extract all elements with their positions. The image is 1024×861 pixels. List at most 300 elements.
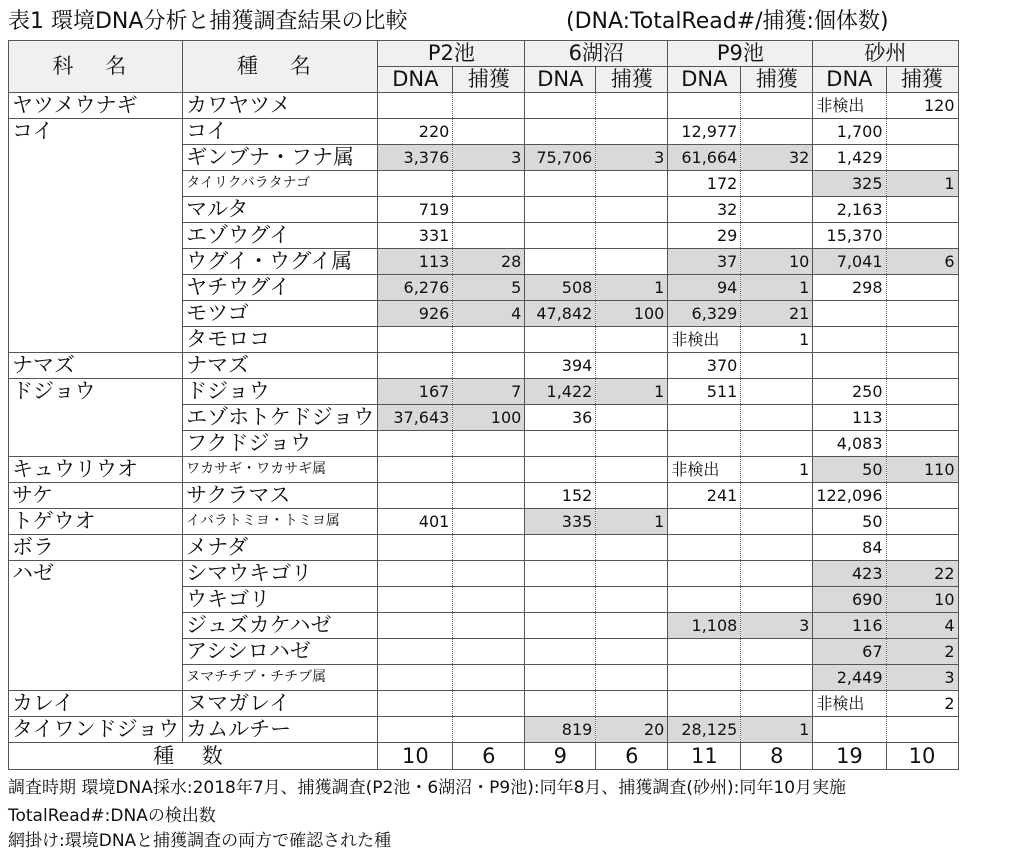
dna-read-cell [525,171,596,197]
header-site-p9: P9池 [668,41,813,67]
dna-read-cell [668,509,741,535]
dna-read-cell: 6,329 [668,301,741,327]
dna-read-cell: 220 [378,119,453,145]
capture-count-cell [741,691,813,717]
dna-read-cell [378,665,453,691]
capture-count-cell: 120 [886,93,958,119]
capture-count-cell [741,379,813,405]
capture-count-cell: 1 [596,275,668,301]
header-dna: DNA [378,67,453,93]
dna-read-cell [813,717,886,743]
dna-read-cell: 335 [525,509,596,535]
capture-count-cell [886,535,958,561]
capture-count-cell [741,171,813,197]
capture-count-cell [596,457,668,483]
capture-count-cell: 1 [741,717,813,743]
header-site-6lakes: 6湖沼 [525,41,668,67]
capture-count-cell [453,353,525,379]
table-row [9,639,959,665]
dna-read-cell: 298 [813,275,886,301]
capture-count-cell [596,119,668,145]
table-title [8,4,1018,40]
capture-count-cell [453,691,525,717]
capture-count-cell [741,587,813,613]
capture-count-cell: 3 [886,665,958,691]
species-cell: メナダ [183,535,378,561]
species-count-cell: 19 [813,743,886,770]
capture-count-cell [453,717,525,743]
dna-read-cell [378,535,453,561]
family-cell [9,405,183,431]
comparison-table [8,40,959,770]
family-cell [9,171,183,197]
species-cell: タモロコ [183,327,378,353]
dna-read-cell [378,483,453,509]
dna-read-cell: 32 [668,197,741,223]
table-row [9,379,959,405]
table-row [9,483,959,509]
capture-count-cell [741,535,813,561]
dna-read-cell: 2,163 [813,197,886,223]
dna-read-cell: 394 [525,353,596,379]
table-row [9,431,959,457]
dna-read-cell: 122,096 [813,483,886,509]
dna-read-cell [378,431,453,457]
dna-read-cell [668,561,741,587]
header-dna: DNA [525,67,596,93]
species-cell: イバラトミヨ・トミヨ属 [183,509,378,535]
species-cell: カワヤツメ [183,93,378,119]
table-row [9,587,959,613]
family-cell: タイワンドジョウ [9,717,183,743]
dna-read-cell [378,457,453,483]
capture-count-cell: 4 [453,301,525,327]
capture-count-cell: 2 [886,639,958,665]
capture-count-cell [886,405,958,431]
header-capture: 捕獲 [453,67,525,93]
dna-read-cell [668,587,741,613]
capture-count-cell: 1 [886,171,958,197]
dna-read-cell: 3,376 [378,145,453,171]
species-cell: マルタ [183,197,378,223]
capture-count-cell: 4 [886,613,958,639]
footnote-shading: 網掛け:環境DNAと捕獲調査の両方で確認された種 [8,831,392,851]
family-cell [9,431,183,457]
capture-count-cell [741,353,813,379]
capture-count-cell [453,535,525,561]
species-count-cell: 6 [596,743,668,770]
dna-read-cell: 37 [668,249,741,275]
capture-count-cell: 22 [886,561,958,587]
table-row [9,509,959,535]
capture-count-cell [453,483,525,509]
species-count-cell: 9 [525,743,596,770]
dna-read-cell: 28,125 [668,717,741,743]
capture-count-cell [453,613,525,639]
table-row [9,691,959,717]
dna-read-cell: 2,449 [813,665,886,691]
capture-count-cell [453,223,525,249]
capture-count-cell [741,119,813,145]
table-row [9,223,959,249]
family-cell: キュウリウオ [9,457,183,483]
dna-read-cell: 325 [813,171,886,197]
capture-count-cell [596,249,668,275]
dna-read-cell [525,639,596,665]
dna-read-cell: 7,041 [813,249,886,275]
species-cell: カムルチー [183,717,378,743]
dna-read-cell [813,327,886,353]
dna-read-cell: 1,108 [668,613,741,639]
capture-count-cell: 10 [886,587,958,613]
capture-count-cell [453,93,525,119]
dna-read-cell: 4,083 [813,431,886,457]
dna-read-cell [525,613,596,639]
family-cell: カレイ [9,691,183,717]
family-cell [9,249,183,275]
dna-read-cell: 423 [813,561,886,587]
table-row [9,275,959,301]
dna-read-cell: 241 [668,483,741,509]
table-row [9,613,959,639]
table-row [9,119,959,145]
dna-read-cell [525,535,596,561]
species-cell: ウグイ・ウグイ属 [183,249,378,275]
header-family: 科 名 [9,41,183,93]
capture-count-cell [596,405,668,431]
dna-read-cell: 250 [813,379,886,405]
dna-read-cell [525,119,596,145]
capture-count-cell: 2 [886,691,958,717]
capture-count-cell: 28 [453,249,525,275]
dna-read-cell: 152 [525,483,596,509]
capture-count-cell: 32 [741,145,813,171]
capture-count-cell: 1 [741,457,813,483]
capture-count-cell [453,639,525,665]
capture-count-cell [596,171,668,197]
dna-read-cell: 94 [668,275,741,301]
capture-count-cell [596,561,668,587]
capture-count-cell [596,665,668,691]
capture-count-cell [596,353,668,379]
table-row [9,171,959,197]
capture-count-cell: 3 [741,613,813,639]
dna-read-cell: 401 [378,509,453,535]
capture-count-cell [741,223,813,249]
table-row [9,93,959,119]
table-row [9,353,959,379]
species-cell: エゾウグイ [183,223,378,249]
capture-count-cell [596,197,668,223]
family-cell [9,613,183,639]
species-count-cell: 10 [886,743,958,770]
capture-count-cell: 5 [453,275,525,301]
capture-count-cell [886,275,958,301]
dna-read-cell [668,691,741,717]
species-cell: ヤチウグイ [183,275,378,301]
species-cell: フクドジョウ [183,431,378,457]
table-row [9,665,959,691]
capture-count-cell [596,639,668,665]
species-cell: モツゴ [183,301,378,327]
species-count-cell: 8 [741,743,813,770]
table-row [9,535,959,561]
capture-count-cell: 3 [453,145,525,171]
dna-read-cell: 1,422 [525,379,596,405]
species-count-cell: 6 [453,743,525,770]
dna-read-cell: 61,664 [668,145,741,171]
table-row [9,561,959,587]
header-capture: 捕獲 [886,67,958,93]
capture-count-cell [741,639,813,665]
dna-read-cell [525,93,596,119]
species-count-label: 種 数 [9,743,378,770]
table-row [9,327,959,353]
capture-count-cell [886,223,958,249]
dna-read-cell: 508 [525,275,596,301]
species-count-cell: 11 [668,743,741,770]
species-cell: シマウキゴリ [183,561,378,587]
header-dna: DNA [813,67,886,93]
header-capture: 捕獲 [596,67,668,93]
dna-read-cell [525,223,596,249]
dna-read-cell: 75,706 [525,145,596,171]
capture-count-cell [453,561,525,587]
capture-count-cell [596,431,668,457]
capture-count-cell: 110 [886,457,958,483]
capture-count-cell [886,431,958,457]
capture-count-cell [886,327,958,353]
capture-count-cell: 6 [886,249,958,275]
dna-read-cell: 36 [525,405,596,431]
capture-count-cell: 100 [453,405,525,431]
dna-read-cell: 511 [668,379,741,405]
capture-count-cell [886,353,958,379]
dna-read-cell [378,639,453,665]
capture-count-cell [886,509,958,535]
footnote-period: 調査時期 環境DNA採水:2018年7月、捕獲調査(P2池・6湖沼・P9池):同年8月、捕獲調査(砂州):同年10月実施 [8,778,847,798]
capture-count-cell [596,483,668,509]
species-cell: ウキゴリ [183,587,378,613]
species-cell: タイリクバラタナゴ [183,171,378,197]
species-cell: ナマズ [183,353,378,379]
species-cell: エゾホトケドジョウ [183,405,378,431]
dna-read-cell: 47,842 [525,301,596,327]
dna-read-cell [378,587,453,613]
family-cell [9,665,183,691]
dna-read-cell [378,561,453,587]
capture-count-cell [596,223,668,249]
dna-read-cell [525,431,596,457]
dna-read-cell: 331 [378,223,453,249]
species-cell: ヌマチチブ・チチブ属 [183,665,378,691]
family-cell: コイ [9,119,183,145]
table-row [9,249,959,275]
capture-count-cell [886,197,958,223]
species-cell: ワカサギ・ワカサギ属 [183,457,378,483]
dna-read-cell [378,353,453,379]
table-title-unit-note: (DNA:TotalRead#/捕獲:個体数) [566,9,889,34]
capture-count-cell [453,587,525,613]
table-row [9,197,959,223]
family-cell: ドジョウ [9,379,183,405]
capture-count-cell [596,93,668,119]
dna-read-cell [668,431,741,457]
capture-count-cell: 7 [453,379,525,405]
capture-count-cell [453,197,525,223]
capture-count-cell: 1 [596,379,668,405]
dna-read-cell: 84 [813,535,886,561]
dna-read-cell [525,197,596,223]
table-row [9,457,959,483]
dna-read-cell: 819 [525,717,596,743]
capture-count-cell [741,93,813,119]
footnote-totalread: TotalRead#:DNAの検出数 [8,806,216,826]
family-cell: ボラ [9,535,183,561]
capture-count-cell [886,483,958,509]
dna-read-cell [668,639,741,665]
dna-read-cell: 29 [668,223,741,249]
capture-count-cell [886,301,958,327]
table-row [9,405,959,431]
capture-count-cell [741,665,813,691]
dna-read-cell: 非検出 [813,93,886,119]
capture-count-cell: 1 [741,327,813,353]
family-cell [9,639,183,665]
dna-read-cell [668,93,741,119]
dna-read-cell: 113 [378,249,453,275]
capture-count-cell [453,431,525,457]
capture-count-cell [741,483,813,509]
capture-count-cell [596,691,668,717]
header-site-sandbar: 砂州 [813,41,958,67]
family-cell: トゲウオ [9,509,183,535]
dna-read-cell: 1,429 [813,145,886,171]
dna-read-cell [378,691,453,717]
dna-read-cell: 719 [378,197,453,223]
dna-read-cell: 690 [813,587,886,613]
dna-read-cell: 非検出 [813,691,886,717]
capture-count-cell [453,509,525,535]
capture-count-cell [741,431,813,457]
capture-count-cell: 3 [596,145,668,171]
species-cell: ジュズカケハゼ [183,613,378,639]
capture-count-cell [741,509,813,535]
dna-read-cell: 116 [813,613,886,639]
species-cell: コイ [183,119,378,145]
species-cell: アシシロハゼ [183,639,378,665]
family-cell: サケ [9,483,183,509]
table-row [9,301,959,327]
species-cell: サクラマス [183,483,378,509]
dna-read-cell [525,691,596,717]
dna-read-cell [525,249,596,275]
dna-read-cell [378,171,453,197]
dna-read-cell: 50 [813,509,886,535]
family-cell [9,587,183,613]
dna-read-cell [668,665,741,691]
family-cell: ハゼ [9,561,183,587]
capture-count-cell [886,379,958,405]
dna-read-cell: 非検出 [668,457,741,483]
family-cell [9,327,183,353]
capture-count-cell [453,327,525,353]
capture-count-cell: 10 [741,249,813,275]
dna-read-cell: 37,643 [378,405,453,431]
capture-count-cell [453,171,525,197]
capture-count-cell [741,197,813,223]
dna-read-cell: 67 [813,639,886,665]
capture-count-cell [453,119,525,145]
capture-count-cell [453,457,525,483]
table-row [9,717,959,743]
species-cell: ヌマガレイ [183,691,378,717]
dna-read-cell [813,301,886,327]
species-cell: ドジョウ [183,379,378,405]
dna-read-cell [525,561,596,587]
species-count-cell: 10 [378,743,453,770]
dna-read-cell: 113 [813,405,886,431]
dna-read-cell: 6,276 [378,275,453,301]
dna-read-cell [668,405,741,431]
family-cell: ナマズ [9,353,183,379]
dna-read-cell [525,327,596,353]
dna-read-cell [813,353,886,379]
dna-read-cell: 172 [668,171,741,197]
capture-count-cell [596,587,668,613]
capture-count-cell [886,119,958,145]
table-row [9,145,959,171]
capture-count-cell: 21 [741,301,813,327]
dna-read-cell [525,457,596,483]
dna-read-cell [378,613,453,639]
species-count-row [9,743,959,770]
family-cell [9,223,183,249]
dna-read-cell: 926 [378,301,453,327]
dna-read-cell [378,327,453,353]
header-dna: DNA [668,67,741,93]
dna-read-cell [668,535,741,561]
capture-count-cell: 20 [596,717,668,743]
family-cell: ヤツメウナギ [9,93,183,119]
dna-read-cell [525,587,596,613]
table-title-main: 表1 環境DNA分析と捕獲調査結果の比較 [8,9,408,34]
table-body [9,93,959,743]
capture-count-cell: 100 [596,301,668,327]
capture-count-cell [886,145,958,171]
dna-read-cell [525,665,596,691]
dna-read-cell: 15,370 [813,223,886,249]
family-cell [9,301,183,327]
capture-count-cell [596,535,668,561]
capture-count-cell [741,405,813,431]
dna-read-cell: 50 [813,457,886,483]
family-cell [9,145,183,171]
header-site-p2: P2池 [378,41,525,67]
dna-read-cell: 1,700 [813,119,886,145]
dna-read-cell: 12,977 [668,119,741,145]
capture-count-cell: 1 [596,509,668,535]
dna-read-cell: 370 [668,353,741,379]
species-cell: ギンブナ・フナ属 [183,145,378,171]
dna-read-cell [378,717,453,743]
header-species: 種 名 [183,41,378,93]
capture-count-cell [886,717,958,743]
capture-count-cell [453,665,525,691]
capture-count-cell [741,561,813,587]
dna-read-cell: 非検出 [668,327,741,353]
capture-count-cell: 1 [741,275,813,301]
